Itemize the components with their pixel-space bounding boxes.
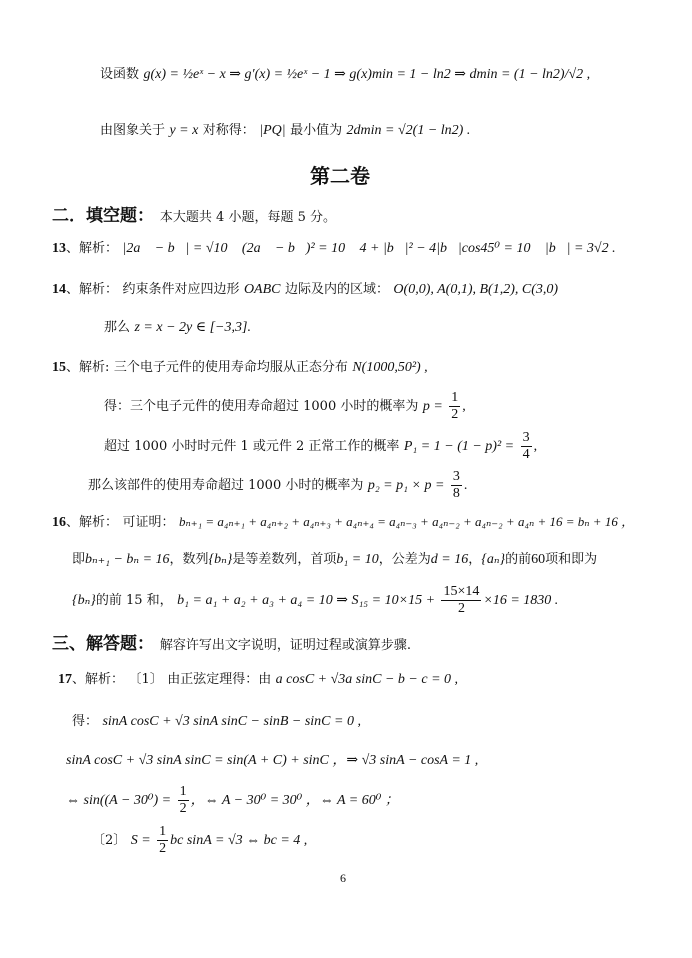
q16-line2-seq: {bₙ}: [208, 552, 233, 567]
q17-line4-math-b: ，⇔ A − 30⁰ = 30⁰ ，⇔ A = 60⁰ ；: [190, 793, 399, 808]
q17-part1-tag: 〔1〕: [128, 672, 163, 687]
q17-part2-math-a: S =: [130, 833, 151, 848]
intro-line2-math: 2dmin = √2(1 − ln2) .: [346, 123, 471, 138]
q15-number: 15: [52, 360, 66, 375]
q16-line2-sixty: 60: [531, 552, 546, 567]
q16-text: 可证明：: [122, 515, 175, 530]
section-2-desc: 本大题共 4 小题，每题 5 分。: [159, 210, 336, 225]
fraction-denominator: 2: [457, 600, 465, 616]
question-17-line2: [72, 711, 361, 732]
q14-shape: OABC: [243, 282, 281, 297]
fraction-numerator: 1: [159, 823, 167, 839]
section-3-heading: [52, 629, 411, 654]
q16-line2-first: b₁ = 10: [336, 552, 379, 567]
q16-number: 16: [52, 515, 66, 530]
q14-number: 14: [52, 282, 66, 297]
q16-line3-fraction: [441, 584, 481, 617]
q15-line4-text: 那么该部件的使用寿命超过 1000 小时的概率为: [88, 478, 364, 493]
section-2-title: 二．填空题：: [52, 206, 154, 226]
q16-label: 、解析：: [66, 515, 119, 530]
section-2-heading: [52, 201, 336, 226]
fraction-denominator: 8: [452, 485, 460, 501]
q17-label: 、解析：: [72, 672, 125, 687]
intro-line2-text3: 最小值为: [290, 123, 343, 138]
q17-part1-text: 由正弦定理得：由: [167, 672, 272, 687]
q16-line2-diff: d = 16: [430, 552, 469, 567]
intro-line2-text1: 对称得：: [202, 123, 255, 138]
fraction-denominator: 2: [179, 800, 187, 816]
question-14-line2: [104, 317, 251, 338]
q15-label: 、解析:: [66, 360, 110, 375]
fraction-numerator: 3: [452, 468, 460, 484]
question-15: [52, 357, 428, 378]
q17-line4-fraction: [178, 784, 189, 817]
q16-line3-a: 的前 15 和，: [95, 593, 173, 608]
q17-line2-math: sinA cosC + √3 sinA sinC − sinB − sinC = 0 ,: [102, 714, 361, 729]
question-17: [58, 669, 458, 690]
q14-points: O(0,0), A(0,1), B(1,2), C(3,0): [393, 282, 559, 297]
q15-line3-math: P₁ = 1 − (1 − p)² =: [403, 439, 515, 454]
q16-line2-f: 的前: [505, 552, 532, 567]
q14-line2-math: z = x − 2y ∈ [−3,3].: [134, 320, 251, 335]
question-13: [52, 238, 616, 259]
q15-text: 三个电子元件的使用寿命均服从正态分布: [113, 360, 348, 375]
q16-line2-c: 是等差数列，首项: [232, 552, 337, 567]
q14-label: 、解析：: [66, 282, 119, 297]
q16-line3-seq: {bₙ}: [72, 593, 96, 608]
fraction-denominator: 4: [522, 446, 530, 462]
q17-part2-math-b: bc sinA = √3 ⇔ bc = 4 ,: [170, 833, 308, 848]
intro-line2-text2: |PQ|: [259, 123, 286, 138]
q16-line3-end: ×16 = 1830 .: [483, 593, 559, 608]
q15-dist: N(1000,50²) ,: [352, 360, 428, 375]
question-16-line3: [72, 582, 558, 619]
question-15-line2: 得：三个电子元件的使用寿命超过 1000 小时的概率为 p = $\frac{1}{2}$ ,: [104, 389, 466, 422]
fraction-numerator: 15×14: [443, 583, 480, 599]
q15-line2-text: 得：三个电子元件的使用寿命超过 1000 小时的概率为: [104, 399, 419, 414]
q15-line2-math: p =: [422, 399, 443, 414]
q13-number: 13: [52, 241, 66, 256]
question-15-line4: 那么该部件的使用寿命超过 1000 小时的概率为 p₂ = p₁ × p = $\frac{3}{8}$ .: [88, 468, 468, 501]
section-3-title: 三、解答题：: [52, 634, 154, 654]
q14-line2-prefix: 那么: [104, 320, 131, 335]
page-number: 6: [340, 871, 346, 885]
q17-part2-fraction: [157, 824, 168, 857]
question-17-line4: [66, 782, 399, 819]
q15-line4-fraction: [451, 469, 462, 502]
q16-line2-an: {aₙ}: [481, 552, 506, 567]
question-16: [52, 512, 634, 533]
q16-line2-d: ，公差为: [378, 552, 431, 567]
fraction-denominator: 2: [159, 840, 167, 856]
question-16-line2: [72, 549, 597, 570]
fraction-numerator: 1: [451, 389, 459, 405]
volume-title: 第二卷: [310, 164, 370, 188]
q15-line2-fraction: [449, 390, 460, 423]
q16-line2-e: ，: [468, 552, 482, 567]
intro-line2-prefix: 由图象关于: [100, 123, 166, 138]
q14-text: 约束条件对应四边形: [122, 282, 240, 297]
q16-line2-g: 项和即为: [545, 552, 598, 567]
question-15-line3: 超过 1000 小时时元件 1 或元件 2 正常工作的概率 P₁ = 1 − (1 − p)² = $\frac{3}{4}$ ,: [104, 429, 538, 462]
section-3-desc: 解容许写出文字说明，证明过程或演算步骤.: [159, 638, 412, 653]
intro-line-1: [100, 64, 590, 85]
q17-line3-math: sinA cosC + √3 sinA sinC = sin(A + C) + sinC ，⇒ √3 sinA − cosA = 1 ,: [66, 753, 479, 768]
question-17-line3: [66, 750, 478, 771]
fraction-denominator: 2: [451, 406, 459, 422]
q16-math1: bₙ₊₁ = a₄ₙ₊₁ + a₄ₙ₊₂ + a₄ₙ₊₃ + a₄ₙ₊₄ = a₄ₙ₋₃ + a₄ₙ₋₂ + a₄ₙ₋₂ + a₄ₙ + 16 = bₙ + 16 ，: [178, 514, 635, 529]
intro-line2-mid: y = x: [169, 123, 199, 138]
q15-line4-math: p₂ = p₁ × p =: [367, 478, 445, 493]
q15-line3-text: 超过 1000 小时时元件 1 或元件 2 正常工作的概率: [104, 439, 400, 454]
fraction-numerator: 1: [179, 783, 187, 799]
q17-part1-math: a cosC + √3a sinC − b − c = 0 ,: [275, 672, 459, 687]
q16-line2-a: 即: [72, 552, 86, 567]
intro-line1-prefix: 设函数: [100, 67, 140, 82]
intro-line1-math: g(x) = ½eˣ − x ⇒ g′(x) = ½eˣ − 1 ⇒ g(x)min = 1 − ln2 ⇒ dmin = (1 − ln2)/√2 ,: [143, 67, 591, 82]
q13-math: |2a⃗ − b⃗| = √10 ，(2a⃗ − b⃗)² = 10 ，4 + |b⃗|² − 4|b⃗|cos45⁰ = 10 ，|b⃗| = 3√2 .: [122, 241, 616, 256]
q15-line3-fraction: [521, 430, 532, 463]
q17-number: 17: [58, 672, 72, 687]
q13-label: 、解析：: [66, 241, 119, 256]
q16-line3-math: b₁ = a₁ + a₂ + a₃ + a₄ = 10 ⇒ S₁₅ = 10×15 +: [177, 593, 436, 608]
q17-part2-tag: 〔2〕: [92, 833, 127, 848]
q14-text2: 边际及内的区域：: [284, 282, 389, 297]
q16-line2-math: bₙ₊₁ − bₙ = 16: [85, 552, 170, 567]
q16-line2-b: ，数列: [169, 552, 209, 567]
intro-line-2: [100, 120, 470, 141]
fraction-numerator: 3: [522, 429, 530, 445]
q17-line2-text: 得：: [72, 714, 99, 729]
question-14: [52, 279, 558, 300]
question-17-part2: [92, 822, 307, 859]
q17-line4-math-a: ⇔ sin((A − 30⁰) =: [66, 793, 172, 808]
